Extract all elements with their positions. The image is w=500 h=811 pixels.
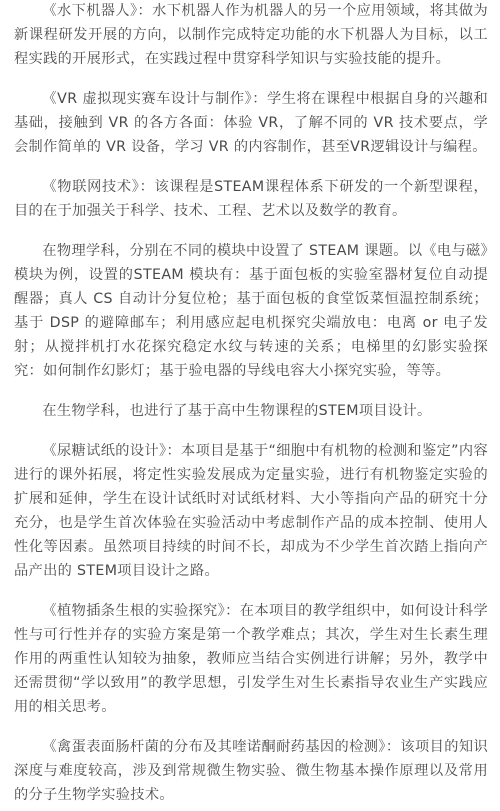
paragraph-plant-cutting: 《植物插条生根的实验探究》：在本项目的教学组织中，如何设计科学性与可行性并存的实验方案是第一个教学难点；其次，学生对生长素生理作用的两重性认知较为抽象，教师应当结合实例进行讲解；另外，教学中还需贯彻“学以致用”的教学思想，引发学生对生长素指导农业生产实践应用的相关思考。: [14, 603, 488, 715]
paragraph-egg-bacteria: 《禽蛋表面肠杆菌的分布及其喹诺酮耐药基因的检测》：该项目的知识深度与难度较高，涉及到常规微生物实验、微生物基本操作原理以及常用的分子生物学实验技术。: [14, 739, 488, 803]
paragraph-underwater-robot: 《水下机器人》：水下机器人作为机器人的另一个应用领域，将其做为新课程研发开展的方向，以制作完成特定功能的水下机器人为目标，以工程实践的开展形式，在实践过程中贯穿科学知识与实验技能的提升。: [14, 3, 488, 67]
paragraph-physics: 在物理学科，分别在不同的模块中设置了 STEAM 课题。以《电与磁》模块为例，设置的STEAM 模块有：基于面包板的实验室器材复位自动提醒器；真人 CS 自动计分复位枪；基于面包板的食堂饭菜恒温控制系统；基于 DSP 的避障邮车；利用感应起电机探究尖端放电：电离 or 电子发射；从搅拌机打水花探究稳定水纹与转速的关系；电梯里的幻影实验探究：如何制作幻影灯；基于验电器的导线电容大小探究实验，等等。: [14, 243, 488, 379]
paragraph-iot: 《物联网技术》：该课程是STEAM课程体系下研发的一个新型课程，目的在于加强关于科学、技术、工程、艺术以及数学的教育。: [14, 179, 488, 219]
paragraph-urine-test-strip: 《尿糖试纸的设计》：本项目是基于“细胞中有机物的检测和鉴定”内容进行的课外拓展，将定性实验发展成为定量实验，进行有机物鉴定实验的扩展和延伸，学生在设计试纸时对试纸材料、大小等指向产品的研究十分充分，也是学生首次体验在实验活动中考虑制作产品的成本控制、使用人性化等因素。虽然项目持续的时间不长，却成为不少学生首次踏上指向产品产出的 STEM项目设计之路。: [14, 443, 488, 579]
paragraph-vr-racing: 《VR 虚拟现实赛车设计与制作》：学生将在课程中根据自身的兴趣和基础，接触到 VR 的各方各面：体验 VR，了解不同的 VR 技术要点，学会制作简单的 VR 设备，学习 VR 的内容制作，甚至VR逻辑设计与编程。: [14, 91, 488, 155]
paragraph-biology-intro: 在生物学科，也进行了基于高中生物课程的STEM项目设计。: [42, 403, 432, 419]
